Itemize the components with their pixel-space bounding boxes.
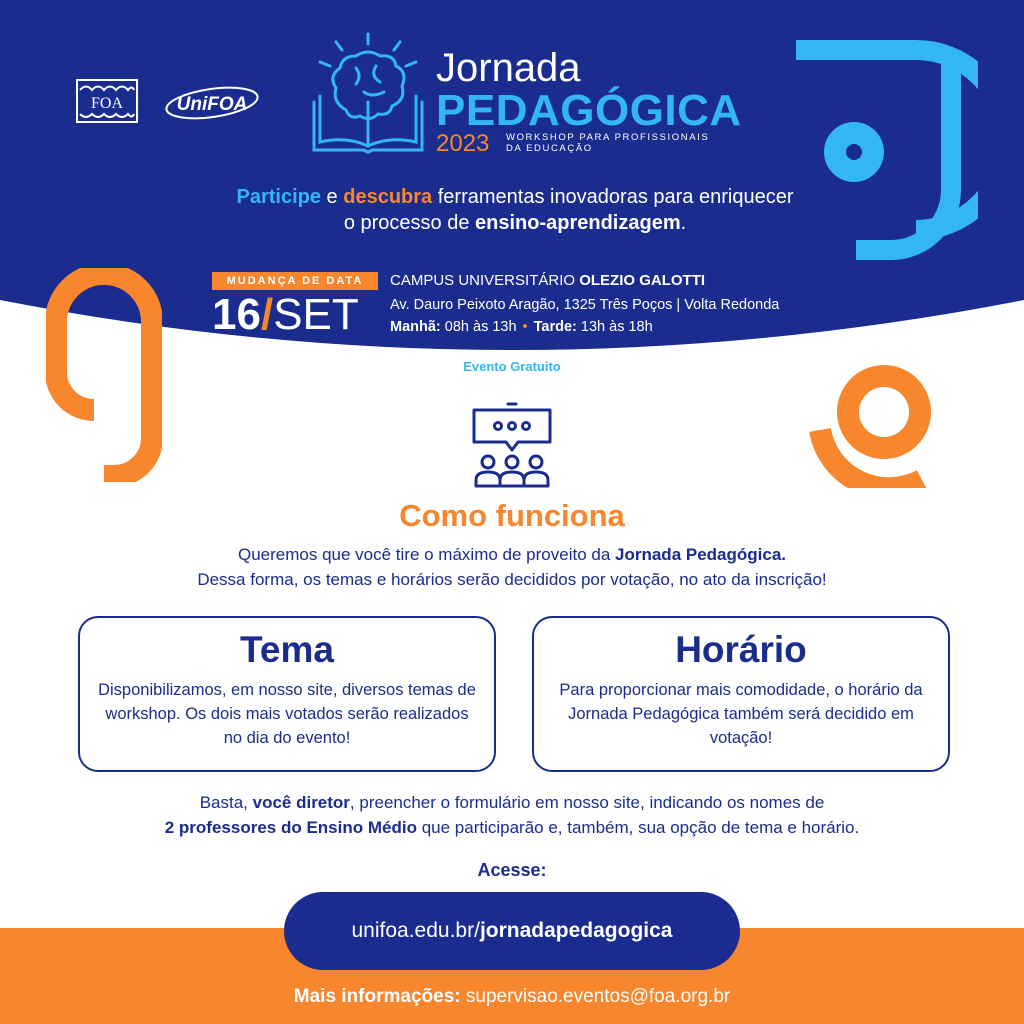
instructions-text	[72, 790, 952, 840]
brand-tagline	[506, 132, 746, 154]
how-it-works-title: Como funciona	[399, 498, 625, 533]
instr-a: Basta,	[199, 793, 253, 812]
intro-rest-line1: ferramentas inovadoras para enriquecer	[432, 186, 794, 208]
event-address: Av. Dauro Peixoto Aragão, 1325 Três Poços | Volta Redonda	[390, 297, 780, 313]
times-bullet: •	[522, 319, 528, 335]
event-month: SET	[273, 290, 359, 339]
intro-descubra: descubra	[343, 186, 433, 208]
how-line2: Dessa forma, os temas e horários serão decididos por votação, no ato da inscrição!	[197, 570, 827, 589]
how-line1-a: Queremos que você tire o máximo de proveito da	[237, 545, 616, 564]
unifoa-logo	[162, 84, 262, 122]
intro-period: .	[680, 212, 687, 234]
campus-prefix: CAMPUS UNIVERSITÁRIO	[390, 272, 580, 289]
theme-card-title: Tema	[240, 629, 334, 670]
intro-and: e	[320, 186, 344, 208]
how-line1-b: Jornada Pedagógica.	[615, 545, 787, 564]
brand-title-pedagogica: PEDAGÓGICA	[436, 86, 742, 135]
instr-b: você diretor	[252, 793, 350, 812]
event-date-slash: /	[260, 290, 274, 339]
intro-participe: Participe	[236, 186, 321, 208]
instr-e: que participarão e, também, sua opção de tema e horário.	[416, 818, 860, 837]
ring-shape	[806, 348, 946, 488]
afternoon-time: 13h às 18h	[576, 319, 653, 335]
campus-name	[390, 270, 705, 292]
brand-tagline-line1: WORKSHOP PARA PROFISSIONAIS	[506, 132, 710, 143]
more-info-label: Mais informações:	[293, 986, 461, 1007]
schedule-card-text: Para proporcionar mais comodidade, o horário da Jornada Pedagógica também será decidido em votação!	[559, 681, 923, 747]
more-info	[162, 984, 862, 1010]
schedule-card	[532, 616, 950, 772]
campus-title: OLEZIO GALOTTI	[579, 272, 706, 289]
brand-title-jornada: Jornada	[436, 46, 581, 90]
morning-label: Manhã:	[390, 319, 441, 335]
foa-logo-text: FOA	[90, 95, 124, 112]
afternoon-label: Tarde:	[533, 319, 577, 335]
contact-email[interactable]: supervisao.eventos@foa.org.br	[460, 986, 731, 1007]
instr-d: 2 professores do Ensino Médio	[164, 818, 417, 837]
schedule-card-title: Horário	[675, 629, 807, 670]
letter-g-shape	[46, 268, 162, 482]
brain-book-icon	[306, 32, 430, 156]
intro-line2-start: o processo de	[343, 212, 476, 234]
theme-card	[78, 616, 496, 772]
unifoa-logo-text: UniFOA	[176, 94, 248, 115]
free-event-label: Evento Gratuito	[463, 359, 561, 374]
url-path: jornadapedagogica	[479, 919, 673, 942]
brand-tagline-line2: DA EDUCAÇÃO	[506, 143, 593, 154]
access-label: Acesse:	[477, 860, 547, 880]
group-chat-icon	[468, 402, 556, 492]
how-it-works-text	[92, 542, 932, 592]
event-day: 16	[212, 290, 261, 339]
event-date	[212, 290, 359, 340]
foa-logo	[76, 78, 138, 124]
event-times	[390, 316, 653, 338]
intro-text	[160, 184, 870, 236]
theme-card-text: Disponibilizamos, em nosso site, diversos temas de workshop. Os dois mais votados serão realizados no dia do evento!	[98, 681, 476, 747]
instr-c: , preencher o formulário em nosso site, indicando os nomes de	[349, 793, 825, 812]
morning-time: 08h às 13h	[440, 319, 517, 335]
date-change-badge: MUDANÇA DE DATA	[212, 272, 378, 290]
intro-ensino: ensino-aprendizagem	[475, 212, 681, 234]
brand-year: 2023	[436, 130, 490, 157]
url-prefix: unifoa.edu.br/	[351, 919, 480, 942]
website-link-button[interactable]	[284, 892, 740, 970]
